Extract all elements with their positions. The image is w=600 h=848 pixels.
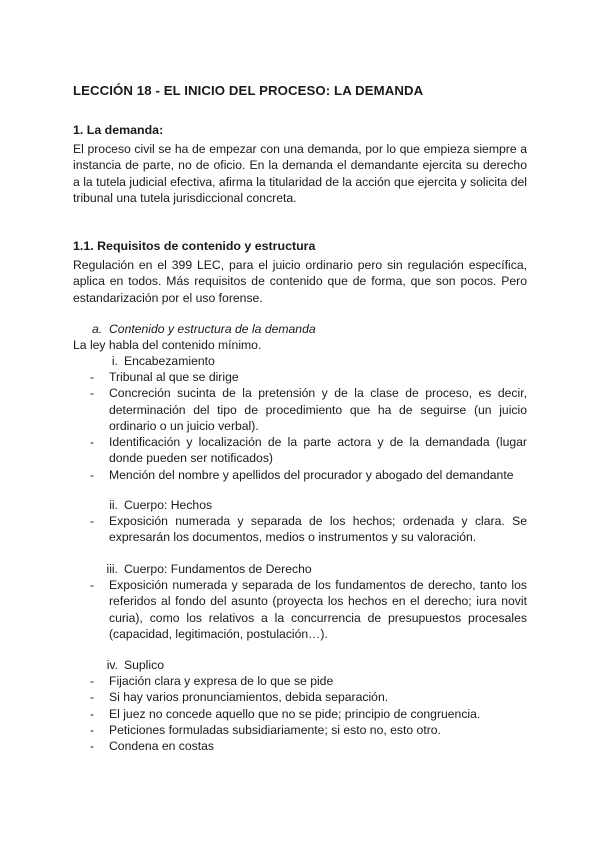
list-item: - Concreción sucinta de la pretensión y de la clase de proceso, es decir, determinación del tipo de procedimiento que ha de seguirse (un juicio ordinario o un juicio verbal).	[90, 386, 527, 433]
part-number: i.	[111, 354, 118, 368]
dash-marker: -	[90, 435, 95, 450]
list-item: - Peticiones formuladas subsidiariamente; si esto no, esto otro.	[90, 722, 441, 737]
list-item: - El juez no concede aquello que no se pide; principio de congruencia.	[90, 706, 481, 721]
part-number: ii.	[109, 498, 118, 512]
list-item: - Exposición numerada y separada de los hechos; ordenada y clara. Se expresarán los documentos, medios o instrumentos y su valoración.	[90, 514, 527, 545]
part-title: Cuerpo: Hechos	[124, 498, 213, 512]
part-title: Suplico	[124, 658, 164, 672]
bullet-list-suplico	[73, 673, 527, 754]
dash-marker: -	[90, 370, 95, 384]
part-title: Encabezamiento	[124, 354, 215, 368]
list-item: - Condena en costas	[90, 739, 215, 754]
section-paragraph-demanda: El proceso civil se ha de empezar con una demanda, por lo que empieza siempre a instancia de parte, no de oficio. En la demanda el demandante ejercita su derecho a la tutela judicial efectiva, afirma la titularidad de la acción que ejercita y solicita del tribunal una tutela jurisdiccional concreta.	[73, 142, 527, 205]
dash-marker: -	[90, 578, 95, 592]
bullet-list-hechos	[73, 513, 527, 546]
dash-marker: -	[90, 739, 95, 754]
dash-marker: -	[90, 467, 95, 482]
lesson-title: LECCIÓN 18 - EL INICIO DEL PROCESO: LA DEMANDA	[73, 83, 424, 98]
list-item: - Mención del nombre y apellidos del procurador y abogado del demandante	[90, 467, 514, 482]
list-item: - Fijación clara y expresa de lo que se pide	[90, 674, 334, 688]
subsection-heading-requisitos: 1.1. Requisitos de contenido y estructura	[73, 239, 316, 253]
list-heading-text: Contenido y estructura de la demanda	[109, 322, 316, 336]
section-heading-demanda: 1. La demanda:	[73, 123, 164, 137]
bullet-list-fundamentos	[73, 577, 527, 642]
intro-text: La ley habla del contenido mínimo.	[73, 338, 262, 352]
part-number: iv.	[106, 658, 118, 672]
bullet-list-encabezamiento	[73, 369, 527, 483]
dash-marker: -	[90, 722, 95, 737]
dash-marker: -	[90, 386, 95, 401]
part-title: Cuerpo: Fundamentos de Derecho	[124, 562, 312, 576]
list-item: - Identificación y localización de la parte actora y de la demandada (lugar donde pueden ser notificados)	[90, 435, 527, 466]
dash-marker: -	[90, 674, 95, 688]
list-item: - Exposición numerada y separada de los fundamentos de derecho, tanto los referidos al fondo del asunto (proyecta los hechos en el derecho; iura novit curia), como los relativos a la concurrencia de presupuestos procesales (capacidad, legitimación, postulación…).	[90, 578, 527, 641]
list-heading-contenido	[92, 321, 316, 337]
dash-marker: -	[90, 706, 95, 721]
dash-marker: -	[90, 690, 95, 705]
dash-marker: -	[90, 514, 95, 528]
subsection-paragraph-requisitos: Regulación en el 399 LEC, para el juicio ordinario pero sin regulación específica, aplica en todos. Más requisitos de contenido que de forma, que son pocos. Pero estandarización por el uso forense.	[73, 258, 527, 305]
list-heading-label: a.	[92, 322, 103, 336]
list-item: - Si hay varios pronunciamientos, debida separación.	[90, 690, 389, 705]
part-number: iii.	[106, 562, 118, 576]
list-item: - Tribunal al que se dirige	[90, 370, 239, 384]
